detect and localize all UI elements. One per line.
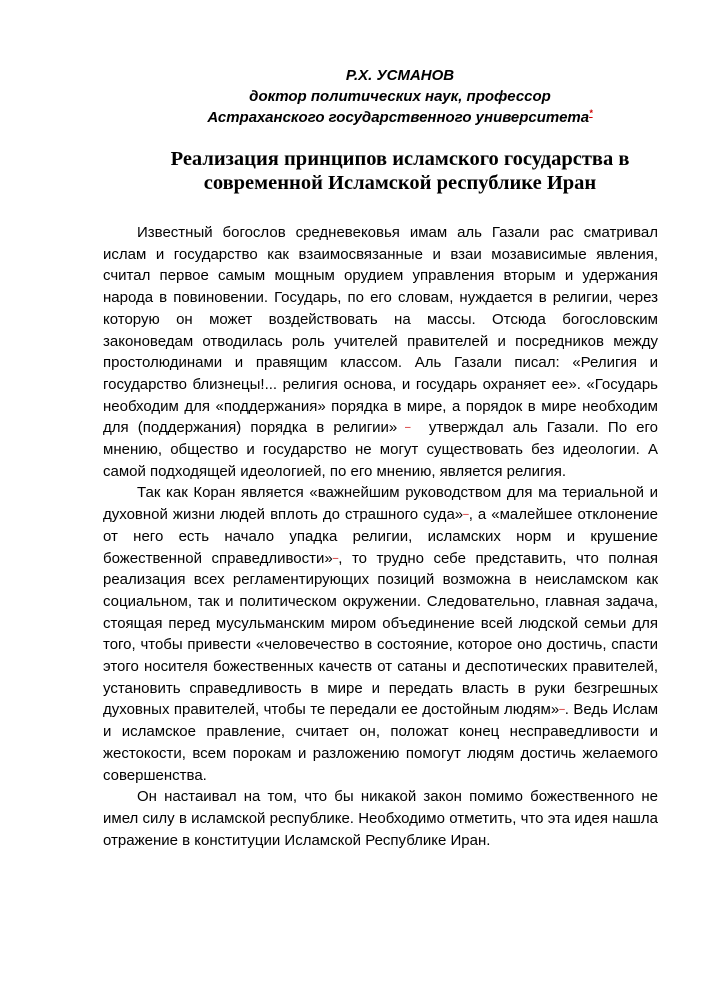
article-title bbox=[100, 147, 700, 195]
paragraph-1 bbox=[103, 222, 658, 482]
author-degree: доктор политических наук, профессор bbox=[249, 88, 551, 105]
paragraph-2-text-b: , а «малейшее отклонение от него есть начало упадка религии, исламских норм и крушение божественной справедливости» bbox=[103, 506, 658, 567]
author-block bbox=[100, 65, 700, 128]
article-body bbox=[103, 222, 658, 851]
footnote-reference[interactable]: * bbox=[589, 108, 593, 118]
note-marker[interactable]: – bbox=[559, 704, 565, 716]
paragraph-2-text-c: , то трудно себе представить, что полная реализация всех регламентирующих позиций возможна в неисламском как социальном, так и политическом окружении. Следовательно, главная задача, стоящая перед мусульманским миром объединение всей людской семьи для того, чтобы привести «человечество в состояние, которое оно достичь, спасти этого носителя божественных качеств от сатаны и деспотических правителей, установить справедливость в мире и передать власть в руки безгрешных духовных правителей, чтобы те передали ее достойным людям» bbox=[103, 549, 658, 719]
paragraph-1-text-a: Известный богослов средневековья имам аль Газали рас сматривал ислам и государство как взаимосвязанные и взаи мозависимые явления, считал первое самым мощным орудием управления вторым и удержания народа в повиновении. Государь, по его словам, нуждается в религии, через которую он может воздействовать на массы. Отсюда богословским законоведам отводилась роль учителей правителей и посредников между простолюдинами и правящим классом. Аль Газали писал: «Религия и государство близнецы!... религия основа, и государь охраняет ее». «Государь необходим для «поддержания» порядка в мире, а порядок в мире необходим для (поддержания) порядка в религии» bbox=[103, 224, 658, 437]
paragraph-2 bbox=[103, 482, 658, 786]
paragraph-1-text-b: утверждал аль Газали. По его мнению, общество и государство не могут существовать без идеологии. А самой подходящей идеологией, по его мнению, является религия. bbox=[103, 419, 658, 480]
author-affiliation: Астраханского государственного университета bbox=[207, 109, 590, 126]
note-marker[interactable]: – bbox=[332, 552, 339, 564]
author-affiliation-line bbox=[100, 107, 700, 128]
note-marker[interactable]: – bbox=[397, 422, 411, 434]
title-line-2: современной Исламской республике Иран bbox=[203, 172, 597, 194]
paragraph-3: Он настаивал на том, что бы никакой закон помимо божественного не имел силу в исламской республике. Необходимо отметить, что эта идея нашла отражение в конституции Исламской Республике Иран. bbox=[103, 788, 658, 849]
author-name: Р.Х. УСМАНОВ bbox=[345, 67, 455, 84]
title-line-1: Реализация принципов исламского государства в bbox=[170, 148, 630, 170]
paragraph-2-text-a: Так как Коран является «важнейшим руководством для ма териальной и духовной жизни людей вплоть до страшного суда» bbox=[103, 484, 658, 524]
paragraph-2-text-d: . Ведь Ислам и исламское правление, считает он, положат конец несправедливости и жестокости, всем порокам и разложению помогут людям достичь желаемого совершенства. bbox=[103, 701, 659, 784]
note-marker[interactable]: – bbox=[463, 509, 469, 521]
